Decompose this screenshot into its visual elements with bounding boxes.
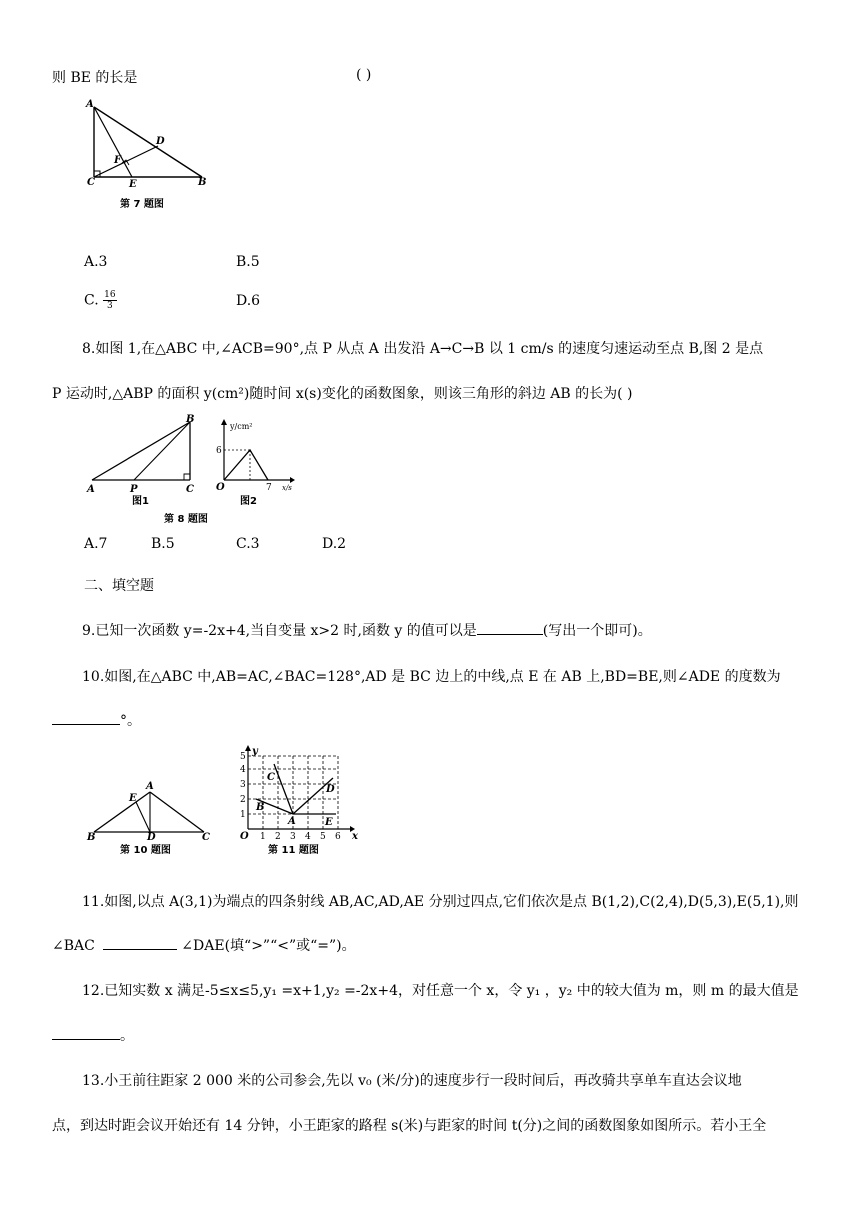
q7-answer-paren: ( ) <box>356 67 372 83</box>
section-title-fill-in: 二、填空题 <box>84 578 154 594</box>
q7-option-a: A.3 <box>84 254 108 270</box>
q7-segment-cd <box>94 146 158 177</box>
q13-line2: 点，到达时距会议开始还有 14 分钟，小王距家的路程 s(米)与距家的时间 t(分)之间的函数图象如图所示。若小王全 <box>52 1118 767 1134</box>
q10-segment-de <box>136 802 150 832</box>
q11-label-e: E <box>325 817 333 828</box>
q7-figure-caption: 第 7 题图 <box>120 199 164 210</box>
q11-line2-angle-bac: ∠BAC <box>52 938 95 954</box>
q8-fig2-ytick: 6 <box>216 446 222 456</box>
q8-fig2-y-arrow <box>221 419 227 425</box>
q10-line2 <box>52 710 141 730</box>
q7-figure <box>84 97 216 209</box>
q12-line1: 12.已知实数 x 满足-5≤x≤5,y₁ =x+1,y₂ =-2x+4，对任意一个 x，令 y₁ ，y₂ 中的较大值为 m，则 m 的最大值是 <box>82 983 799 999</box>
q11-line2 <box>52 935 356 955</box>
q11-xtick-1: 1 <box>260 832 266 840</box>
q10-label-e: E <box>129 793 137 804</box>
q11-xtick-6: 6 <box>335 832 341 840</box>
q11-label-c: C <box>267 772 275 783</box>
q10-label-a: A <box>146 781 154 792</box>
q9-line <box>82 620 652 640</box>
q8-fig1-caption: 图1 <box>132 496 149 507</box>
q8-fig2-origin: O <box>216 482 225 493</box>
q10-triangle-diagram <box>86 778 212 840</box>
q11-ray-ac <box>274 764 293 814</box>
q11-label-b: B <box>256 802 265 813</box>
q11-figure <box>232 744 358 856</box>
q7-side-ab <box>94 107 202 177</box>
q11-answer-blank[interactable] <box>103 949 177 950</box>
q7-label-a: A <box>86 99 94 110</box>
q8-fig2-ylabel: y/cm² <box>230 422 253 431</box>
q8-figure-caption: 第 8 题图 <box>164 514 208 525</box>
q10-side-ac <box>150 792 204 832</box>
q10-answer-blank[interactable] <box>52 724 120 725</box>
q11-y-arrow <box>245 745 251 751</box>
q8-option-d: D.2 <box>322 536 347 552</box>
q11-label-a: A <box>288 816 296 827</box>
q8-line1: 8.如图 1,在△ABC 中,∠ACB=90°,点 P 从点 A 出发沿 A→C→B 以 1 cm/s 的速度匀速运动至点 B,图 2 是点 <box>82 341 764 357</box>
q7-option-b: B.5 <box>236 254 260 270</box>
q10-figure <box>86 778 212 856</box>
q7-label-e: E <box>129 179 137 190</box>
q9-text: 9.已知一次函数 y=-2x+4,当自变量 x>2 时,函数 y 的值可以是 <box>82 623 477 639</box>
q10-figure-caption: 第 10 题图 <box>120 845 171 856</box>
q10-side-ab <box>94 792 150 832</box>
q8-fig2-function-line <box>224 450 268 480</box>
q7-segment-ae <box>94 107 132 177</box>
q11-ytick-2: 2 <box>240 795 246 805</box>
q9-tail: (写出一个即可)。 <box>542 623 652 639</box>
q7-label-d: D <box>156 136 165 147</box>
q8-fig1-label-c: C <box>186 484 194 495</box>
q11-xtick-3: 3 <box>290 832 296 840</box>
q7-label-c: C <box>87 177 95 188</box>
q8-figure2 <box>212 418 296 508</box>
q7-label-f: F <box>114 155 122 166</box>
q11-figure-caption: 第 11 题图 <box>268 845 319 856</box>
q8-fig1-label-b: B <box>186 414 195 425</box>
q11-xtick-5: 5 <box>320 832 326 840</box>
q8-fig1-side-ab <box>92 422 190 480</box>
q8-fig1-label-p: P <box>130 484 138 495</box>
q7-option-c-denominator: 3 <box>106 301 113 311</box>
q7-text-tail: 则 BE 的长是 <box>52 70 138 86</box>
q12-line2 <box>52 1025 134 1045</box>
q11-line2-angle-dae: ∠DAE(填“>”“<”或“=”)。 <box>181 938 356 954</box>
q11-origin-label: O <box>240 831 249 840</box>
q11-xtick-4: 4 <box>305 832 311 840</box>
q10-line1: 10.如图,在△ABC 中,AB=AC,∠BAC=128°,AD 是 BC 边上的中线,点 E 在 AB 上,BD=BE,则∠ADE 的度数为 <box>82 669 781 685</box>
q8-line2: P 运动时,△ABP 的面积 y(cm²)随时间 x(s)变化的函数图象，则该三角形的斜边 AB 的长为( ) <box>52 386 633 402</box>
q13-line1: 13.小王前往距家 2 000 米的公司参会,先以 v₀ (米/分)的速度步行一段时间后，再改骑共享单车直达会议地 <box>82 1073 742 1089</box>
q8-option-b: B.5 <box>151 536 175 552</box>
q7-triangle-diagram <box>84 97 216 209</box>
q9-answer-blank[interactable] <box>477 634 543 635</box>
q12-answer-blank[interactable] <box>52 1039 120 1040</box>
q8-fig2-x-arrow <box>290 477 295 483</box>
q8-option-a: A.7 <box>84 536 108 552</box>
q8-fig2-caption: 图2 <box>240 496 257 507</box>
q10-label-b: B <box>87 832 96 840</box>
q8-fig2-xtick: 7 <box>266 483 272 493</box>
q8-figure1 <box>86 414 206 506</box>
q11-ytick-1: 1 <box>240 810 246 820</box>
q11-ytick-3: 3 <box>240 780 246 790</box>
q11-xtick-2: 2 <box>275 832 281 840</box>
q8-fig1-segment-pb <box>134 422 190 480</box>
q10-label-c: C <box>202 832 210 840</box>
q7-option-c-numerator: 16 <box>104 290 116 300</box>
q10-tail: °。 <box>120 713 141 729</box>
q11-ytick-5: 5 <box>240 752 246 762</box>
q11-label-d: D <box>326 784 335 795</box>
q7-option-c <box>84 290 117 311</box>
q7-option-c-fraction <box>103 290 116 311</box>
q11-line1: 11.如图,以点 A(3,1)为端点的四条射线 AB,AC,AD,AE 分别过四点,它们依次是点 B(1,2),C(2,4),D(5,3),E(5,1),则 <box>82 894 799 910</box>
q11-y-axis-label: y <box>252 746 258 757</box>
q11-coordinate-grid <box>232 744 358 840</box>
q11-x-axis-label: x <box>352 831 358 840</box>
q7-option-c-prefix: C. <box>84 292 99 309</box>
q10-label-d: D <box>147 832 156 840</box>
q8-option-c: C.3 <box>236 536 260 552</box>
q8-fig1-right-angle <box>184 474 190 480</box>
q8-fig2-xlabel: x/s <box>282 484 292 492</box>
q8-fig1-label-a: A <box>87 484 95 495</box>
q11-ytick-4: 4 <box>240 765 246 775</box>
q12-tail: 。 <box>120 1028 134 1044</box>
q7-option-d: D.6 <box>236 293 261 309</box>
q7-label-b: B <box>198 177 207 188</box>
